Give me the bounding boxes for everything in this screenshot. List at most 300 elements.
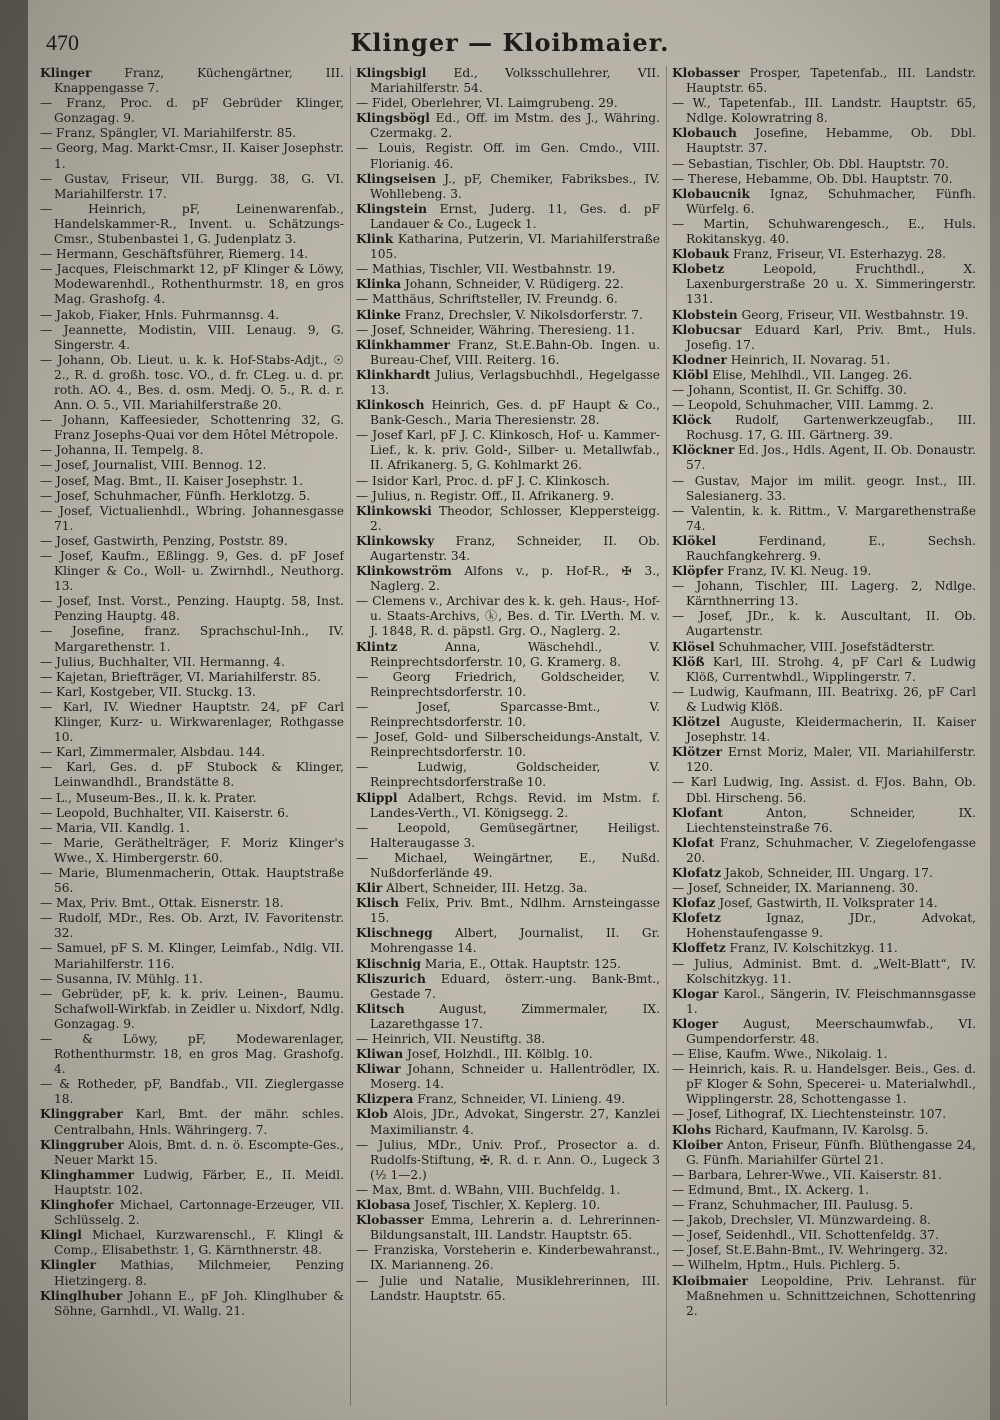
directory-entry: [672, 66, 976, 96]
entry-text: — Franz, Schuhmacher, III. Paulusg. 5.: [672, 1198, 914, 1213]
entry-text: Ludwig, Färber, E., II. Meidl. Hauptstr. 102.: [54, 1167, 344, 1197]
directory-entry: [672, 1258, 976, 1273]
entry-text: — Franziska, Vorsteherin e. Kinderbewahranst., IX. Marianneng. 26.: [356, 1243, 660, 1273]
directory-entry: [356, 1274, 660, 1304]
entry-surname: Klökel: [672, 533, 717, 548]
entry-text: — Ludwig, Goldscheider, V. Reinprechtsdorferstraße 10.: [356, 760, 660, 790]
entry-text: — Josef, Victualienhdl., Wbring. Johannesgasse 71.: [40, 503, 344, 533]
entry-surname: Klippl: [356, 790, 398, 805]
directory-entry: [40, 141, 344, 171]
directory-entry: [356, 474, 660, 489]
entry-text: August, Meerschaumwfab., VI. Gumpendorferstr. 48.: [686, 1016, 976, 1046]
directory-entry: [40, 66, 344, 96]
entry-text: Adalbert, Rchgs. Revid. im Mstm. f. Landes-Verth., VI. Königsegg. 2.: [370, 790, 660, 820]
entry-text: — Ludwig, Kaufmann, III. Beatrixg. 26, pF Carl & Ludwig Klöß.: [672, 684, 976, 714]
entry-text: Ed. Jos., Hdls. Agent, II. Ob. Donaustr. 57.: [686, 443, 976, 473]
column-divider: [666, 66, 667, 1406]
entry-text: — Gustav, Friseur, VII. Burgg. 38, G. VI. Mariahilferstr. 17.: [40, 171, 344, 201]
directory-entry: [672, 896, 976, 911]
entry-surname: Kloger: [672, 1016, 719, 1031]
directory-entry: [40, 685, 344, 700]
entry-text: — Marie, Geräthelträger, F. Moriz Klinger's Wwe., X. Himbergerstr. 60.: [40, 835, 344, 865]
entry-text: Alois, Bmt. d. n. ö. Escompte-Ges., Neuer Markt 15.: [54, 1137, 344, 1167]
entry-text: — Isidor Karl, Proc. d. pF J. C. Klinkosch.: [356, 473, 610, 488]
entry-surname: Klizpera: [356, 1092, 414, 1107]
entry-surname: Klingl: [40, 1228, 82, 1243]
directory-entry: [40, 700, 344, 745]
entry-text: — Sebastian, Tischler, Ob. Dbl. Hauptstr. 70.: [672, 156, 949, 171]
entry-text: Franz, Schneider, II. Ob. Augartenstr. 34.: [370, 533, 660, 563]
directory-entry: [672, 1047, 976, 1062]
directory-entry: [672, 157, 976, 172]
directory-entry: [672, 443, 976, 473]
entry-surname: Klobasser: [672, 66, 740, 80]
entry-text: Felix, Priv. Bmt., Ndlhm. Arnsteingasse 15.: [370, 896, 660, 926]
directory-entry: [672, 308, 976, 323]
entry-text: Franz, Küchengärtner, III. Knappengasse 7.: [54, 66, 344, 96]
directory-entry: [356, 1047, 660, 1062]
directory-entry: [672, 1062, 976, 1107]
directory-entry: [672, 262, 976, 307]
directory-entry: [356, 232, 660, 262]
directory-entry: [356, 821, 660, 851]
directory-entry: [40, 972, 344, 987]
directory-entry: [672, 1213, 976, 1228]
running-head: Klinger — Kloibmaier.: [350, 28, 670, 57]
entry-text: — Josef Karl, pF J. C. Klinkosch, Hof- u. Kammer-Lief., k. k. priv. Gold-, Silber- u. Metallwfab., II. Afrikanerg. 5, G. Kohlmarkt 26.: [356, 428, 660, 473]
entry-text: Alois, JDr., Advokat, Singerstr. 27, Kanzlei Maximilianstr. 4.: [370, 1107, 660, 1137]
entry-text: — Kajetan, Briefträger, VI. Mariahilferstr. 85.: [40, 669, 321, 684]
directory-entry: [40, 96, 344, 126]
entry-text: Johann, Schneider u. Hallentrödler, IX. Moserg. 14.: [370, 1062, 660, 1092]
entry-text: — Johann, Tischler, III. Lagerg. 2, Ndlge. Kärnthnerring 13.: [672, 579, 976, 609]
entry-surname: Klöckner: [672, 443, 735, 458]
entry-text: — & Rotheder, pF, Bandfab., VII. Zieglergasse 18.: [40, 1077, 344, 1107]
directory-entry: [672, 1243, 976, 1258]
directory-entry: [672, 96, 976, 126]
entry-text: — Leopold, Buchhalter, VII. Kaiserstr. 6.: [40, 805, 289, 820]
entry-text: — Julius, MDr., Univ. Prof., Prosector a. d. Rudolfs-Stiftung, ✠, R. d. r. Ann. O., Lugeck 3 (½ 1—2.): [356, 1137, 660, 1182]
directory-entry: [356, 66, 660, 96]
directory-entry: [40, 1228, 344, 1258]
directory-entry: [40, 791, 344, 806]
directory-entry: [356, 957, 660, 972]
entry-surname: Klintz: [356, 639, 398, 654]
entry-surname: Klinkosch: [356, 398, 425, 413]
entry-text: — Josef, Inst. Vorst., Penzing. Hauptg. 58, Inst. Penzing Hauptg. 48.: [40, 594, 344, 624]
entry-text: — Heinrich, kais. R. u. Handelsger. Beis., Ges. d. pF Kloger & Sohn, Specerei- u. Materialwhdl., Wipplingerstr. 28, Schottengasse 1.: [672, 1062, 976, 1107]
entry-surname: Klohs: [672, 1122, 712, 1137]
entry-surname: Klodner: [672, 352, 727, 367]
entry-surname: Klischnig: [356, 956, 422, 971]
entry-text: Rudolf, Gartenwerkzeugfab., III. Rochusg. 17, G. III. Gärtnerg. 39.: [686, 413, 976, 443]
directory-entry: [672, 383, 976, 398]
entry-surname: Klitsch: [356, 1001, 405, 1016]
entry-text: Alfons v., p. Hof-R., ✠ 3., Naglerg. 2.: [370, 564, 660, 594]
directory-entry: [356, 111, 660, 141]
entry-surname: Klobauk: [672, 247, 730, 262]
entry-text: Richard, Kaufmann, IV. Karolsg. 5.: [711, 1122, 929, 1137]
entry-text: Leopold, Fruchthdl., X. Laxenburgerstraße 20 u. X. Simmeringerstr. 131.: [686, 262, 976, 307]
entry-surname: Klöbl: [672, 367, 709, 382]
entry-text: — Elise, Kaufm. Wwe., Nikolaig. 1.: [672, 1047, 888, 1062]
entry-text: Josef, Holzhdl., III. Kölblg. 10.: [403, 1047, 593, 1062]
directory-entry: [672, 1228, 976, 1243]
entry-text: — Julie und Natalie, Musiklehrerinnen, III. Landstr. Hauptstr. 65.: [356, 1273, 660, 1303]
directory-entry: [672, 640, 976, 655]
entry-text: — Josef, JDr., k. k. Auscultant, II. Ob. Augartenstr.: [672, 609, 976, 639]
entry-text: Franz, St.E.Bahn-Ob. Ingen. u. Bureau-Chef, VIII. Reiterg. 16.: [370, 337, 660, 367]
entry-text: Karol., Sängerin, IV. Fleischmannsgasse 1.: [686, 986, 976, 1016]
directory-entry: [356, 338, 660, 368]
entry-surname: Klingler: [40, 1258, 97, 1273]
entry-surname: Klötzer: [672, 745, 723, 760]
entry-surname: Klinkowsky: [356, 533, 435, 548]
entry-text: Mathias, Milchmeier, Penzing Hietzingerg. 8.: [54, 1258, 344, 1288]
entry-text: — Max, Bmt. d. WBahn, VIII. Buchfeldg. 1.: [356, 1182, 621, 1197]
entry-text: Franz, Friseur, VI. Esterhazyg. 28.: [729, 247, 947, 262]
directory-entry: [356, 1183, 660, 1198]
directory-entry: [672, 1138, 976, 1168]
entry-text: — Heinrich, VII. Neustiftg. 38.: [356, 1032, 546, 1046]
entry-text: Schuhmacher, VIII. Josefstädterstr.: [714, 639, 936, 654]
entry-surname: Klobetz: [672, 262, 725, 277]
directory-entry: [356, 791, 660, 821]
directory-entry: [356, 262, 660, 277]
directory-entry: [356, 428, 660, 473]
entry-text: — & Löwy, pF, Modewarenlager, Rothenthurmstr. 18, en gros Mag. Grashofg. 4.: [40, 1032, 344, 1077]
directory-entry: [356, 368, 660, 398]
directory-entry: [672, 534, 976, 564]
entry-text: — Samuel, pF S. M. Klinger, Leimfab., Ndlg. VII. Mariahilferstr. 116.: [40, 941, 344, 971]
entry-text: Franz, IV. Kolschitzkyg. 11.: [725, 941, 898, 956]
entry-text: — Jacques, Fleischmarkt 12, pF Klinger & Löwy, Modewarenhdl., Rothenthurmstr. 18, en gros Mag. Grashofg. 4.: [40, 262, 344, 307]
entry-text: Auguste, Kleidermacherin, II. Kaiser Josephstr. 14.: [686, 715, 976, 745]
directory-entry: [40, 1289, 344, 1319]
directory-entry: [40, 1138, 344, 1168]
entry-surname: Klofaz: [672, 896, 716, 911]
entry-text: — Fidel, Oberlehrer, VI. Laimgrubeng. 29.: [356, 96, 618, 111]
entry-text: — Josef, St.E.Bahn-Bmt., IV. Wehringerg. 32.: [672, 1243, 948, 1258]
entry-surname: Kloffetz: [672, 941, 726, 956]
entry-surname: Klofetz: [672, 911, 721, 926]
entry-text: Ed., Volksschullehrer, VII. Mariahilferstr. 54.: [370, 66, 660, 96]
entry-text: — Josef, Sparcasse-Bmt., V. Reinprechtsdorferstr. 10.: [356, 699, 660, 730]
directory-entry: [672, 323, 976, 353]
directory-entry: [672, 715, 976, 745]
entry-text: Prosper, Tapetenfab., III. Landstr. Hauptstr. 65.: [686, 66, 976, 96]
entry-text: Anna, Wäschehdl., V. Reinprechtsdorferstr. 10, G. Kramerg. 8.: [370, 639, 660, 669]
entry-text: — Franz, Spängler, VI. Mariahilferstr. 85.: [40, 126, 297, 141]
entry-surname: Klobaucnik: [672, 186, 750, 201]
entry-text: — Leopold, Gemüsegärtner, Heiligst. Halteraugasse 3.: [356, 820, 660, 850]
entry-text: — Johann, Kaffeesieder, Schottenring 32, G. Franz Josephs-Quai vor dem Hôtel Métropole.: [40, 413, 344, 443]
directory-entry: [672, 836, 976, 866]
directory-entry: [356, 172, 660, 202]
entry-surname: Klötzel: [672, 715, 721, 730]
entry-surname: Klingsbögl: [356, 111, 430, 126]
directory-entry: [356, 972, 660, 1002]
directory-entry: [672, 987, 976, 1017]
entry-text: Anton, Friseur, Fünfh. Blüthengasse 24, G. Fünfh. Mariahilfer Gürtel 21.: [686, 1137, 976, 1167]
entry-surname: Kloiber: [672, 1137, 723, 1152]
entry-text: — Louis, Registr. Off. im Gen. Cmdo., VIII. Florianig. 46.: [356, 141, 660, 171]
entry-text: — Karl, Zimmermaler, Alsbdau. 144.: [40, 745, 266, 760]
directory-entry: [672, 413, 976, 443]
directory-entry: [40, 987, 344, 1032]
entry-text: — Josef, Schneider, IX. Marianneng. 30.: [672, 881, 919, 896]
entry-surname: Klinka: [356, 277, 402, 292]
directory-entry: [356, 760, 660, 790]
entry-text: — Julius, Administ. Bmt. d. „Welt-Blatt“, IV. Kolschitzkyg. 11.: [672, 956, 976, 986]
directory-entry: [356, 1213, 660, 1243]
entry-surname: Klingstein: [356, 201, 427, 216]
directory-entry: [356, 489, 660, 504]
entry-surname: Klöpfer: [672, 564, 724, 579]
entry-text: — Barbara, Lehrer-Wwe., VII. Kaiserstr. 81.: [672, 1167, 942, 1182]
entry-text: Jakob, Schneider, III. Ungarg. 17.: [721, 865, 933, 880]
entry-text: — Jakob, Fiaker, Hnls. Fuhrmannsg. 4.: [40, 307, 280, 322]
directory-entry: [356, 292, 660, 307]
directory-entry: [672, 564, 976, 579]
entry-text: — Clemens v., Archivar des k. k. geh. Haus-, Hof- u. Staats-Archivs, ⓚ, Bes. d. Tir. LVerth. M. v. J. 1848, R. d. päpstl. Grg. O., Naglerg. 2.: [356, 594, 660, 639]
directory-entry: [40, 624, 344, 654]
entry-text: Albert, Schneider, III. Hetzg. 3a.: [382, 881, 588, 896]
directory-entry: [40, 670, 344, 685]
directory-entry: [40, 1077, 344, 1107]
directory-entry: [672, 353, 976, 368]
directory-entry: [672, 941, 976, 956]
entry-surname: Klinkowström: [356, 564, 452, 579]
directory-entry: [40, 836, 344, 866]
entry-text: — Heinrich, pF, Leinenwarenfab., Handelskammer-R., Invent. u. Schätzungs-Cmsr., Stubenbastei 1, G. Judenplatz 3.: [40, 201, 344, 247]
directory-entry: [40, 911, 344, 941]
entry-text: — Mathias, Tischler, VII. Westbahnstr. 19.: [356, 262, 616, 277]
directory-entry: [40, 247, 344, 262]
entry-surname: Klobstein: [672, 307, 738, 322]
entry-text: Ernst Moriz, Maler, VII. Mariahilferstr. 120.: [686, 745, 976, 775]
entry-text: Karl, III. Strohg. 4, pF Carl & Ludwig Klöß, Currentwhdl., Wipplingerstr. 7.: [686, 654, 976, 684]
entry-surname: Klisch: [356, 896, 399, 911]
entry-text: — Georg Friedrich, Goldscheider, V. Reinprechtsdorferstr. 10.: [356, 669, 660, 699]
directory-entry: [672, 398, 976, 413]
directory-entry: [356, 640, 660, 670]
entry-text: Josefine, Hebamme, Ob. Dbl. Hauptstr. 37.: [686, 126, 976, 156]
entry-surname: Klobucsar: [672, 322, 742, 337]
directory-entry: [40, 458, 344, 473]
entry-text: — Gebrüder, pF, k. k. priv. Leinen-, Baumu. Schafwoll-Wirkfab. in Zeidler u. Nixdorf, Ndlg. Gonzagag. 9.: [40, 986, 344, 1031]
directory-entry: [40, 534, 344, 549]
directory-entry: [40, 866, 344, 896]
entry-text: — Georg, Mag. Markt-Cmsr., II. Kaiser Josephstr. 1.: [40, 141, 344, 171]
entry-text: — Josef, Kaufm., Eßlingg. 9, Ges. d. pF Josef Klinger & Co., Woll- u. Zwirnhdl., Neuthorg. 13.: [40, 549, 344, 594]
directory-entry: [40, 443, 344, 458]
column-2: [356, 66, 660, 1406]
directory-entry: [40, 126, 344, 141]
directory-entry: [672, 1168, 976, 1183]
directory-entry: [672, 247, 976, 262]
entry-text: Ernst, Juderg. 11, Ges. d. pF Landauer & Co., Lugeck 1.: [370, 201, 660, 231]
directory-entry: [40, 1168, 344, 1198]
directory-entry: [356, 1032, 660, 1047]
entry-text: J., pF, Chemiker, Fabriksbes., IV. Wohllebeng. 3.: [370, 171, 660, 201]
directory-entry: [40, 172, 344, 202]
entry-surname: Klinghammer: [40, 1167, 134, 1182]
directory-entry: [40, 806, 344, 821]
directory-entry: [40, 821, 344, 836]
entry-surname: Klir: [356, 881, 383, 896]
directory-entry: [356, 730, 660, 760]
entry-text: Katharina, Putzerin, VI. Mariahilferstraße 105.: [370, 232, 660, 262]
directory-entry: [40, 353, 344, 413]
entry-text: — Franz, Proc. d. pF Gebrüder Klinger, Gonzagag. 9.: [40, 96, 344, 126]
entry-surname: Klinke: [356, 307, 401, 322]
entry-surname: Klinkhardt: [356, 367, 431, 382]
directory-entry: [356, 700, 660, 730]
entry-text: Franz, Schuhmacher, V. Ziegelofengasse 20.: [686, 835, 976, 865]
directory-entry: [672, 1123, 976, 1138]
entry-surname: Kliwar: [356, 1062, 401, 1077]
entry-text: — Johanna, II. Tempelg. 8.: [40, 443, 204, 458]
directory-entry: [40, 489, 344, 504]
entry-text: — Susanna, IV. Mühlg. 11.: [40, 971, 203, 986]
entry-text: Albert, Journalist, II. Gr. Mohrengasse 14.: [370, 926, 660, 956]
entry-text: — Max, Priv. Bmt., Ottak. Eisnerstr. 18.: [40, 896, 284, 911]
entry-text: — Josef, Journalist, VIII. Bennog. 12.: [40, 458, 267, 473]
directory-entry: [40, 1107, 344, 1137]
entry-text: Ferdinand, E., Sechsh. Rauchfangkehrerg. 9.: [686, 533, 976, 563]
directory-entry: [356, 141, 660, 171]
directory-entry: [40, 594, 344, 624]
entry-text: — Josef, Gastwirth, Penzing, Poststr. 89.: [40, 533, 288, 548]
entry-text: — Valentin, k. k. Rittm., V. Margarethenstraße 74.: [672, 503, 976, 533]
entry-text: Johann E., pF Joh. Klinglhuber & Söhne, Garnhdl., VI. Wallg. 21.: [54, 1288, 344, 1318]
directory-entry: [672, 1107, 976, 1122]
entry-surname: Klischnegg: [356, 926, 433, 941]
entry-text: — Josef, Seidenhdl., VII. Schottenfeldg. 37.: [672, 1228, 939, 1243]
entry-text: Josef, Tischler, X. Keplerg. 10.: [410, 1198, 601, 1213]
directory-entry: [356, 1138, 660, 1183]
entry-text: Michael, Cartonnage-Erzeuger, VII. Schlüsselg. 2.: [54, 1198, 344, 1228]
entry-surname: Klöß: [672, 654, 705, 669]
entry-text: — Josef, Lithograf, IX. Liechtensteinstr. 107.: [672, 1107, 947, 1122]
directory-entry: [672, 1274, 976, 1319]
directory-entry: [356, 323, 660, 338]
entry-text: Ed., Off. im Mstm. des J., Währing. Czermakg. 2.: [370, 111, 660, 141]
entry-text: Johann, Schneider, V. Rüdigerg. 22.: [401, 277, 624, 292]
entry-text: — Hermann, Geschäftsführer, Riemerg. 14.: [40, 247, 309, 262]
directory-entry: [672, 745, 976, 775]
directory-entry: [356, 564, 660, 594]
directory-entry: [356, 1198, 660, 1213]
entry-text: August, Zimmermaler, IX. Lazarethgasse 17.: [370, 1001, 660, 1031]
entry-text: — Maria, VII. Kandlg. 1.: [40, 820, 190, 835]
entry-text: — Marie, Blumenmacherin, Ottak. Hauptstraße 56.: [40, 865, 344, 896]
column-3: [672, 66, 976, 1406]
entry-text: Josef, Gastwirth, II. Volksprater 14.: [715, 896, 938, 911]
entry-surname: Klofant: [672, 805, 723, 820]
entry-surname: Klinghofer: [40, 1198, 114, 1213]
entry-surname: Klinggruber: [40, 1137, 124, 1152]
entry-text: — Rudolf, MDr., Res. Ob. Arzt, IV. Favoritenstr. 32.: [40, 911, 344, 941]
entry-text: — Karl Ludwig, Ing. Assist. d. FJos. Bahn, Ob. Dbl. Hirscheng. 56.: [672, 775, 976, 805]
entry-surname: Klobauch: [672, 126, 737, 141]
entry-text: Elise, Mehlhdl., VII. Langeg. 26.: [708, 367, 913, 382]
page-number: 470: [46, 30, 79, 55]
directory-entry: [356, 398, 660, 428]
entry-surname: Klöck: [672, 413, 712, 428]
directory-entry: [40, 941, 344, 971]
directory-entry: [40, 655, 344, 670]
entry-text: Franz, Schneider, VI. Linieng. 49.: [413, 1092, 626, 1107]
entry-text: Ignaz, Schuhmacher, Fünfh. Würfelg. 6.: [686, 186, 976, 216]
entry-text: Julius, Verlagsbuchhdl., Hegelgasse 13.: [370, 367, 660, 397]
entry-text: — Wilhelm, Hptm., Huls. Pichlerg. 5.: [672, 1258, 901, 1273]
directory-entry: [40, 549, 344, 594]
column-divider: [350, 66, 351, 1406]
directory-entry: [672, 685, 976, 715]
entry-surname: Klobasser: [356, 1213, 424, 1228]
directory-entry: [672, 474, 976, 504]
directory-entry: [356, 308, 660, 323]
entry-text: Michael, Kurzwarenschl., F. Klingl & Comp., Elisabethstr. 1, G. Kärnthnerstr. 48.: [54, 1228, 344, 1258]
entry-text: Emma, Lehrerin a. d. Lehrerinnen-Bildungsanstalt, III. Landstr. Hauptstr. 65.: [370, 1213, 660, 1243]
directory-entry: [356, 1243, 660, 1273]
directory-entry: [672, 881, 976, 896]
entry-text: — Karl, IV. Wiedner Hauptstr. 24, pF Carl Klinger, Kurz- u. Wirkwarenlager, Rothgasse 10.: [40, 699, 344, 745]
entry-surname: Kloibmaier: [672, 1273, 749, 1288]
directory-entry: [672, 655, 976, 685]
directory-entry: [356, 202, 660, 232]
entry-text: — Julius, Buchhalter, VII. Hermanng. 4.: [40, 654, 285, 669]
entry-text: — Johann, Ob. Lieut. u. k. k. Hof-Stabs-Adjt., ☉ 2., R. d. großh. tosc. VO., d. fr. CLeg. u. d. pr. roth. AO. 4., Bes. d. osm. Medj. O. 5., R. d. r. Ann. O. 5., VII. Mariahilferstraße 20.: [40, 352, 344, 413]
entry-text: — Therese, Hebamme, Ob. Dbl. Hauptstr. 70.: [672, 171, 953, 186]
directory-entry: [356, 594, 660, 639]
directory-entry: [40, 760, 344, 790]
directory-entry: [672, 1017, 976, 1047]
directory-entry: [356, 534, 660, 564]
directory-entry: [672, 187, 976, 217]
entry-text: — Karl, Kostgeber, VII. Stuckg. 13.: [40, 684, 256, 699]
entry-text: — Martin, Schuhwarengesch., E., Huls. Rokitanskyg. 40.: [672, 216, 976, 247]
entry-text: Maria, E., Ottak. Hauptstr. 125.: [421, 956, 622, 971]
entry-surname: Klink: [356, 232, 394, 247]
entry-text: — Jeannette, Modistin, VIII. Lenaug. 9, G. Singerstr. 4.: [40, 322, 344, 352]
directory-entry: [672, 1198, 976, 1213]
directory-entry: [356, 851, 660, 881]
entry-text: — Jakob, Drechsler, VI. Münzwardeing. 8.: [672, 1213, 931, 1228]
entry-surname: Klingsbigl: [356, 66, 427, 80]
directory-entry: [40, 262, 344, 307]
directory-entry: [356, 881, 660, 896]
directory-entry: [40, 308, 344, 323]
entry-text: — Gustav, Major im milit. geogr. Inst., III. Salesianerg. 33.: [672, 473, 976, 503]
entry-text: — Johann, Scontist, II. Gr. Schiffg. 30.: [672, 382, 907, 397]
directory-entry: [40, 413, 344, 443]
directory-entry: [672, 172, 976, 187]
entry-surname: Klogar: [672, 986, 719, 1001]
directory-entry: [40, 323, 344, 353]
directory-entry: [40, 474, 344, 489]
entry-text: Georg, Friseur, VII. Westbahnstr. 19.: [737, 307, 969, 322]
directory-entry: [672, 126, 976, 156]
directory-entry: [356, 1092, 660, 1107]
directory-entry: [40, 202, 344, 247]
entry-text: — Josef, Schuhmacher, Fünfh. Herklotzg. 5.: [40, 488, 311, 503]
entry-text: Franz, IV. Kl. Neug. 19.: [723, 564, 872, 579]
entry-text: Heinrich, II. Novarag. 51.: [726, 352, 891, 367]
directory-entry: [356, 670, 660, 700]
